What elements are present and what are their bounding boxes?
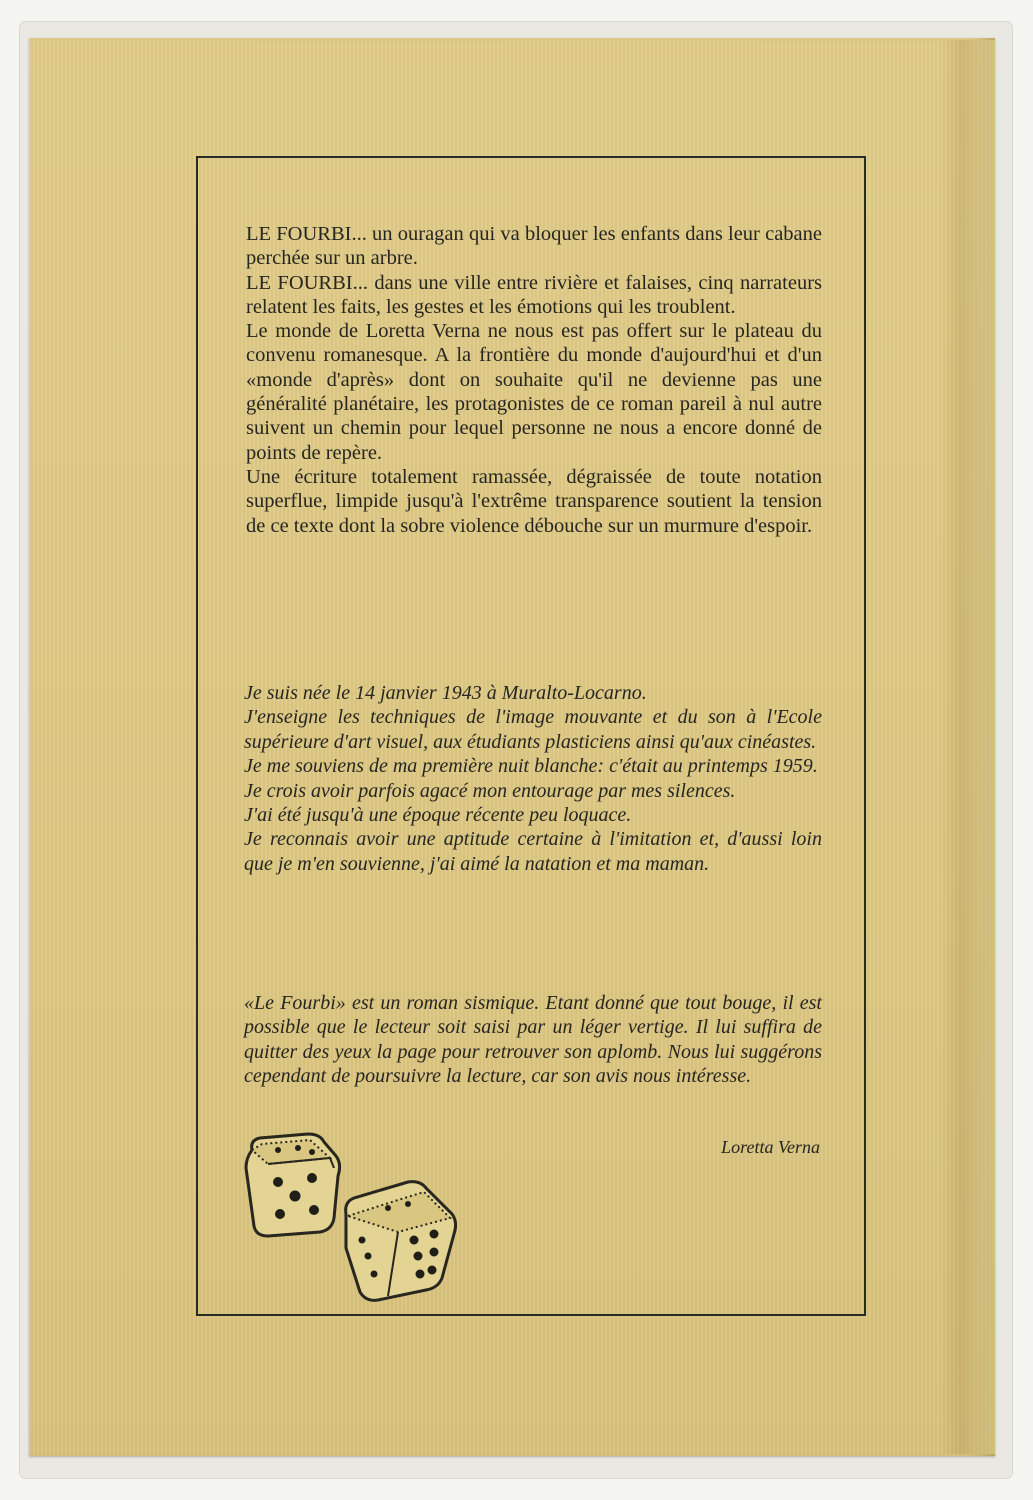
publisher-note: «Le Fourbi» est un roman sismique. Etant donné que tout bouge, il est possible que le lecteur soit saisi par un léger vertige. Il lui suffira de quitter des yeux la page pour retrouver son aplomb. Nous lui suggérons cependant de poursuivre la lecture, car son avis nous intéresse. <box>244 992 822 1088</box>
die-five-icon <box>246 1134 340 1236</box>
blurb-paragraph: LE FOURBI... un ouragan qui va bloquer les enfants dans leur cabane perchée sur un arbre. <box>246 223 822 270</box>
bio-line: Je suis née le 14 janvier 1943 à Muralto-Locarno. <box>244 682 647 704</box>
bio-line: Je reconnais avoir une aptitude certaine à l'imitation et, d'aussi loin que je m'en souvienne, j'ai aimé la natation et ma maman. <box>244 828 822 875</box>
blurb-paragraph: Le monde de Loretta Verna ne nous est pas offert sur le plateau du convenu romanesque. A la frontière du monde d'aujourd'hui et d'un «monde d'après» dont on souhaite qu'il ne devienne pas une généralité planétaire, les protagonistes de ce roman pareil à nul autre suivent un chemin pour lequel personne ne nous a encore donné de points de repère. <box>246 320 822 464</box>
spine-edge <box>940 40 995 1454</box>
bio-line: J'enseigne les techniques de l'image mouvante et du son à l'Ecole supérieure d'art visuel, aux étudiants plasticiens ainsi qu'aux cinéastes. <box>244 706 822 753</box>
author-signature: Loretta Verna <box>721 1137 820 1157</box>
blurb-paragraph: LE FOURBI... dans une ville entre rivière et falaises, cinq narrateurs relatent les faits, les gestes et les émotions qui les troublent. <box>246 271 822 318</box>
dice-icon <box>238 1128 474 1308</box>
die-six-icon <box>346 1182 456 1301</box>
bio-line: Je crois avoir parfois agacé mon entourage par mes silences. <box>244 779 736 802</box>
author-bio <box>244 681 822 876</box>
blurb-paragraph: Une écriture totalement ramassée, dégraissée de toute notation superflue, limpide jusqu'à l'extrême transparence soutient la tension de ce texte dont la sobre violence débouche sur un murmure d'espoir. <box>246 465 822 537</box>
bio-line: J'ai été jusqu'à une époque récente peu loquace. <box>244 804 632 827</box>
bio-line: Je me souviens de ma première nuit blanche: c'était au printemps 1959. <box>244 755 818 778</box>
book-blurb <box>246 222 822 538</box>
